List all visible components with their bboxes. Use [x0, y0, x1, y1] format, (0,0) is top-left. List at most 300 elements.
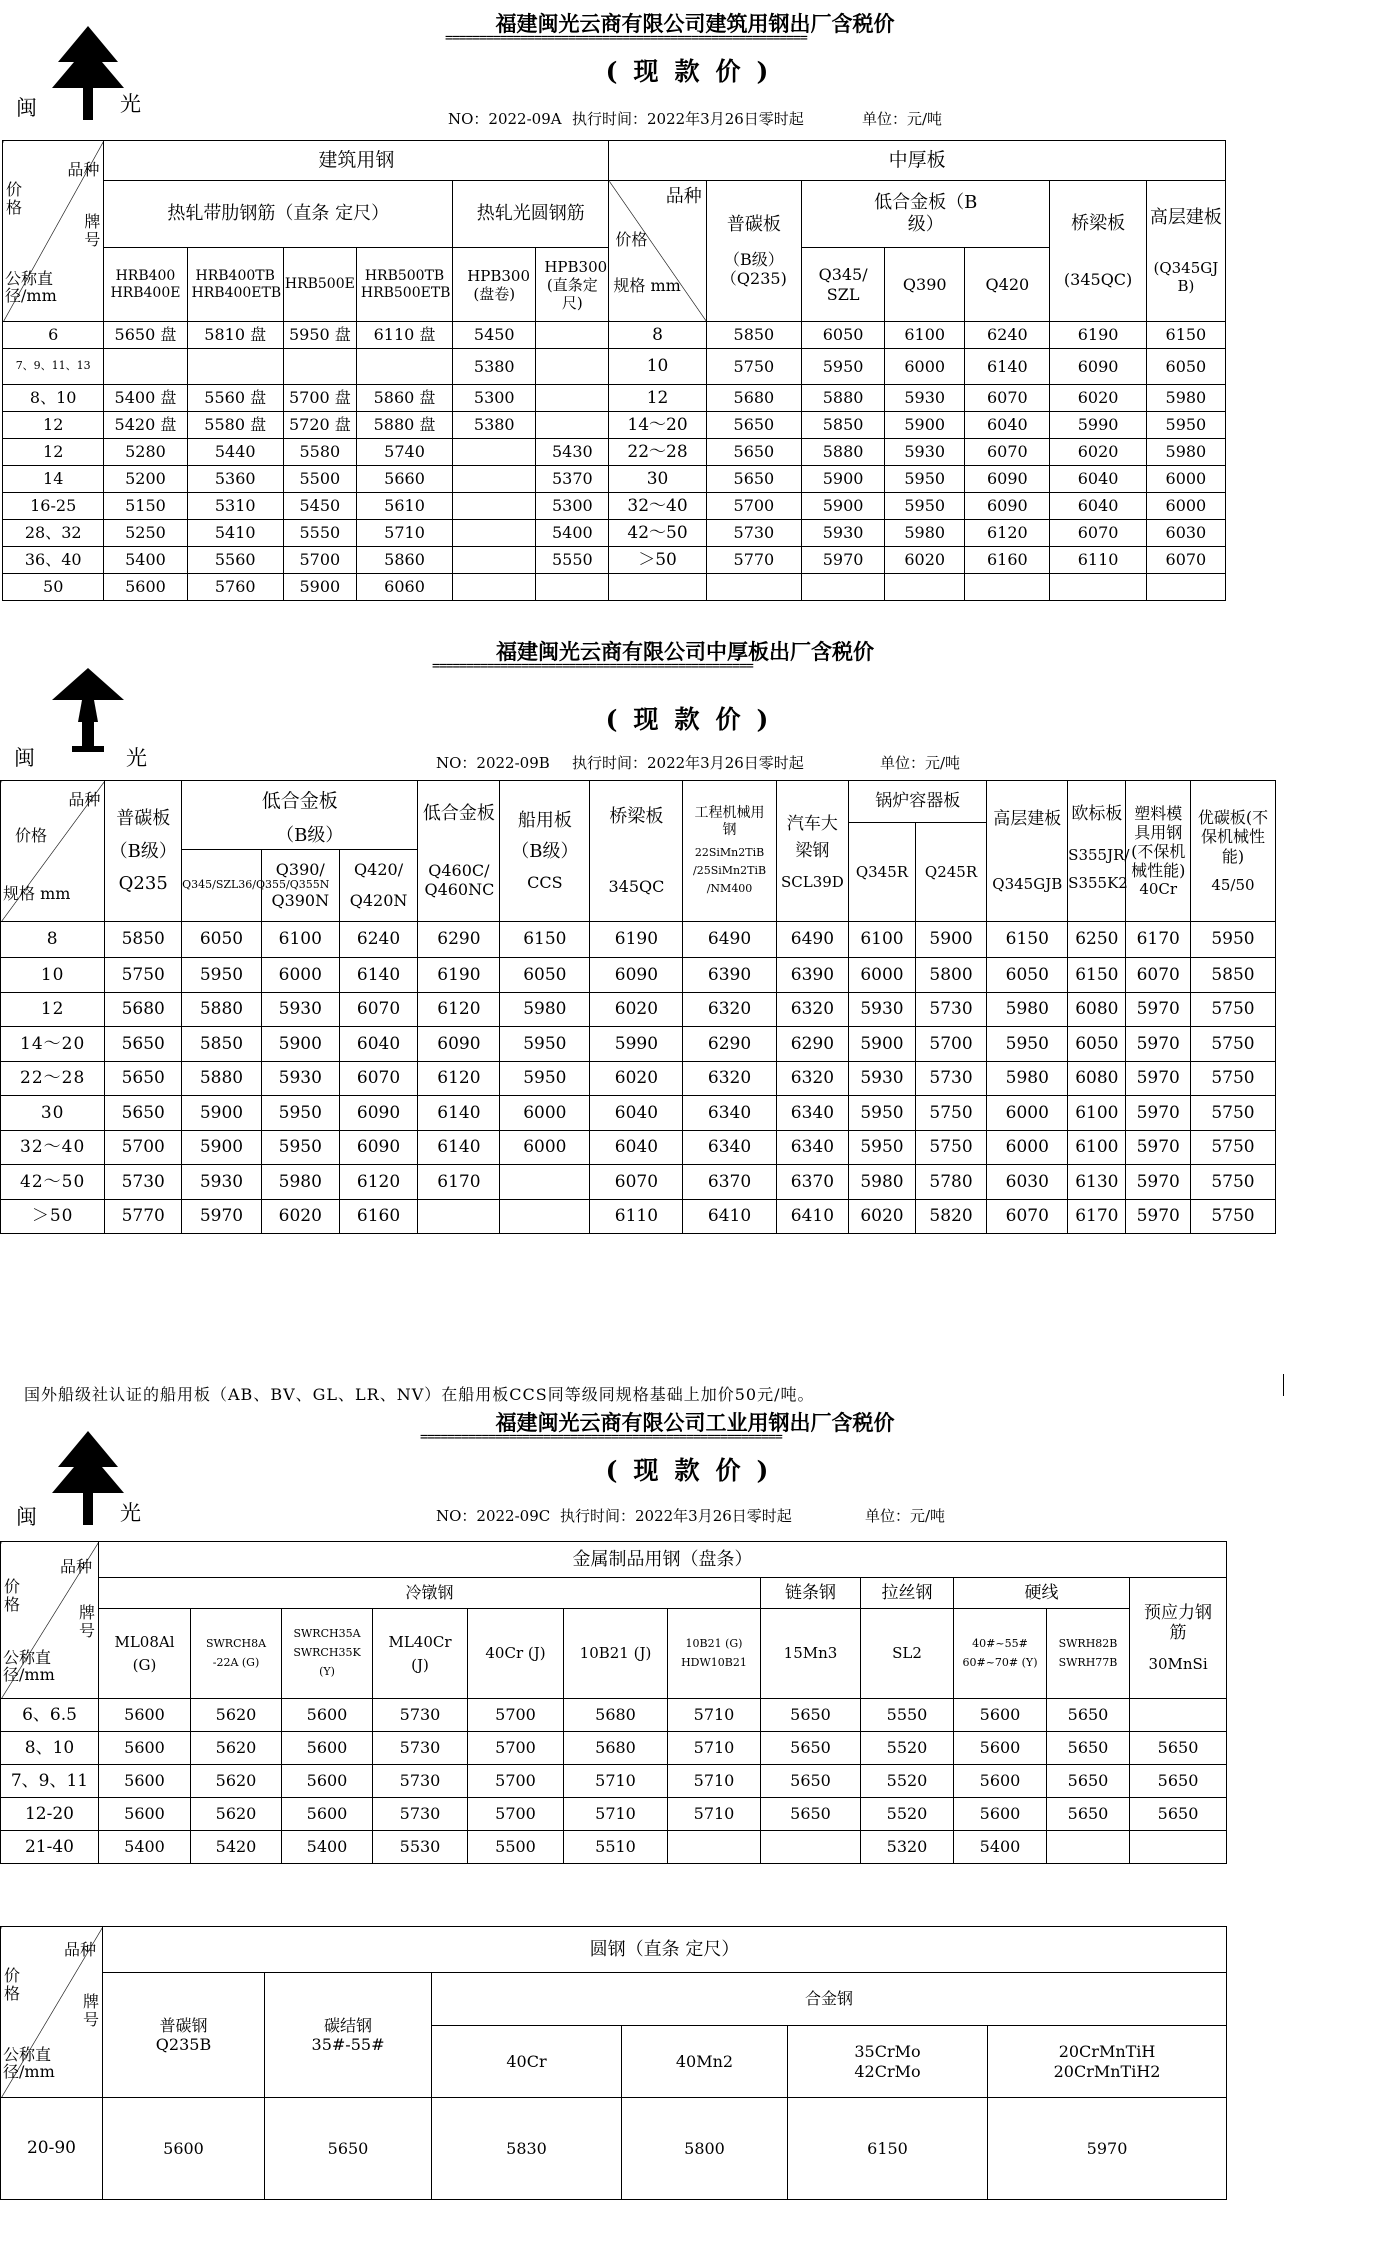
logo-char-guang: 光 [126, 746, 147, 770]
grade-cell: ML40Cr (J) [373, 1609, 468, 1699]
price-cell: 6000 [849, 958, 916, 993]
rebar-price-cell: 6110 盘 [356, 322, 452, 349]
plate-price-cell: 6040 [965, 412, 1050, 439]
price-cell: 5600 [103, 2098, 265, 2200]
round-price-cell: 5380 [453, 412, 536, 439]
round-carbon-header: 普碳钢 Q235B [103, 1973, 265, 2098]
price-cell [1130, 1831, 1227, 1864]
round-grade: HPB300 (盘卷) [453, 248, 536, 322]
round-price-cell [536, 412, 609, 439]
price-cell: 5320 [861, 1831, 954, 1864]
auto-q: SCL39D [780, 873, 844, 892]
logo-char-guang: 光 [120, 1501, 141, 1525]
la4-title: 低合金板 [422, 803, 495, 825]
price-cell: 5900 [182, 1096, 262, 1131]
grade-cell: 40Cr (J) [468, 1609, 564, 1699]
corner-price: 价格 [15, 826, 48, 845]
rebar-price-cell: 5360 [187, 466, 283, 493]
wire-drawing-header: 拉丝钢 [861, 1578, 954, 1609]
price-cell: 6290 [683, 1027, 776, 1062]
price-cell [1047, 1831, 1130, 1864]
price-cell: 5950 [849, 1130, 916, 1165]
rebar-grade: HRB400 HRB400E [104, 248, 187, 322]
round-price-cell: 5550 [536, 547, 609, 574]
price-cell: 5730 [373, 1732, 468, 1765]
price-cell: 6340 [683, 1130, 776, 1165]
price-cell: 5520 [861, 1798, 954, 1831]
table-row [1, 922, 1276, 958]
price-cell: 5770 [105, 1199, 182, 1234]
diameter-cell: 12 [3, 439, 104, 466]
spec-cell: 32～40 [1, 1130, 105, 1165]
highrise-label: 高层建板 [993, 808, 1062, 829]
price-cell: 6340 [683, 1096, 776, 1131]
section-construction-steel [0, 0, 1285, 630]
eng-label: 工程机械用钢 [694, 804, 765, 838]
section-a-exec-time: 执行时间：2022年3月26日零时起 [572, 110, 804, 128]
price-cell: 6250 [1068, 922, 1126, 958]
alloy-crmo: 35CrMo 42CrMo [788, 2026, 988, 2098]
euro-label: 欧标板 [1071, 804, 1123, 825]
grade-cell: SL2 [861, 1609, 954, 1699]
corner-grade: 牌号 [84, 212, 101, 249]
price-cell: 6320 [683, 992, 776, 1027]
plate-spec-cell: 42～50 [609, 520, 706, 547]
diameter-cell: 7、9、11、13 [3, 349, 104, 385]
prestress-header [1130, 1578, 1227, 1699]
table-row [1, 1130, 1276, 1165]
company-logo [8, 22, 148, 122]
price-cell: 5700 [468, 1732, 564, 1765]
premium-carbon-header [1190, 781, 1275, 922]
price-cell: 6100 [1068, 1130, 1126, 1165]
price-cell: 5750 [1190, 1130, 1275, 1165]
round-price-cell [453, 547, 536, 574]
price-cell: 6070 [339, 992, 418, 1027]
rebar-price-cell: 5700 [283, 547, 356, 574]
rebar-price-cell: 5950 盘 [283, 322, 356, 349]
price-cell: 5750 [1190, 1199, 1275, 1234]
rebar-price-cell: 5150 [104, 493, 187, 520]
corner-variety: 品种 [68, 790, 101, 809]
price-cell: 5700 [915, 1027, 987, 1062]
plate-price-cell [885, 574, 965, 601]
price-cell: 5710 [668, 1699, 761, 1732]
price-cell: 5730 [373, 1699, 468, 1732]
rebar-price-cell: 6060 [356, 574, 452, 601]
price-cell: 5970 [1126, 1130, 1190, 1165]
rebar-price-cell: 5740 [356, 439, 452, 466]
price-cell: 6190 [590, 922, 683, 958]
bridge-plate-grade: (345QC) [1063, 270, 1133, 290]
chain-steel-header: 链条钢 [761, 1578, 861, 1609]
q420-header: Q420 [965, 248, 1050, 322]
price-cell: 6050 [182, 922, 262, 958]
table-row [3, 574, 1226, 601]
logo-char-min: 闽 [16, 96, 37, 120]
price-cell: 6040 [590, 1096, 683, 1131]
wire-rod-table [0, 1541, 1227, 1864]
price-cell: 6290 [418, 922, 500, 958]
price-cell: 5650 [105, 1027, 182, 1062]
rebar-price-cell: 5660 [356, 466, 452, 493]
highrise-q: Q345GJB [992, 875, 1063, 894]
price-cell: 6040 [590, 1130, 683, 1165]
table-row [3, 493, 1226, 520]
section-c-number: NO：2022-09C [436, 1507, 551, 1525]
alloy-crmnti: 20CrMnTiH 20CrMnTiH2 [988, 2026, 1227, 2098]
price-cell: 5650 [1047, 1765, 1130, 1798]
price-cell: 6090 [590, 958, 683, 993]
carbon-grade: （B级） [109, 841, 177, 863]
hard-wire-header: 硬线 [954, 1578, 1130, 1609]
price-cell: 6490 [776, 922, 849, 958]
price-cell: 6170 [1126, 922, 1190, 958]
plate-bridge-header [1050, 181, 1146, 322]
spec-cell: 12 [1, 992, 105, 1027]
price-cell: 5650 [105, 1061, 182, 1096]
eng-q: 22SiMn2TiB /25SiMn2TiB /NM400 [693, 846, 767, 895]
section-c-corner [1, 1542, 99, 1699]
table-row [1, 1831, 1227, 1864]
diameter-cell: 20-90 [1, 2098, 103, 2200]
price-cell: 6410 [776, 1199, 849, 1234]
engineering-steel-header [683, 781, 776, 922]
table-row [3, 547, 1226, 574]
price-cell: 6170 [1068, 1199, 1126, 1234]
plate-price-cell: 5770 [706, 547, 801, 574]
price-cell: 5600 [954, 1798, 1047, 1831]
price-cell: 5930 [261, 1061, 339, 1096]
plate-price-cell: 5980 [1146, 439, 1225, 466]
plate-price-cell: 5900 [802, 493, 885, 520]
round-price-cell [536, 385, 609, 412]
price-cell: 5750 [1190, 992, 1275, 1027]
bridge-plate-header [590, 781, 683, 922]
prestress-label: 预应力钢筋 [1144, 1602, 1213, 1643]
price-cell [500, 1165, 590, 1200]
price-cell: 5880 [182, 992, 262, 1027]
price-cell: 5830 [432, 2098, 622, 2200]
price-cell: 6070 [1126, 958, 1190, 993]
plate-price-cell [802, 574, 885, 601]
price-cell: 5420 [191, 1831, 282, 1864]
rebar-price-cell [187, 349, 283, 385]
plate-price-cell: 6020 [1050, 439, 1146, 466]
price-cell: 5880 [182, 1061, 262, 1096]
price-cell: 5600 [99, 1732, 191, 1765]
price-cell: 5650 [105, 1096, 182, 1131]
corner-variety: 品种 [63, 1940, 96, 1959]
price-cell: 6000 [987, 1130, 1068, 1165]
plate-price-cell: 6090 [965, 493, 1050, 520]
lowalloy-grade: （B级） [182, 823, 418, 850]
price-cell: 5970 [1126, 1096, 1190, 1131]
rebar-grade: HRB400TB HRB400ETB [187, 248, 283, 322]
rebar-price-cell: 5450 [283, 493, 356, 520]
price-cell: 5700 [468, 1765, 564, 1798]
section-a-number: NO：2022-09A [448, 110, 562, 128]
plate-price-cell: 6020 [885, 547, 965, 574]
section-a-title: 福建闽光云商有限公司建筑用钢出厂含税价 [495, 12, 895, 36]
rebar-price-cell: 5560 盘 [187, 385, 283, 412]
price-cell: 5820 [915, 1199, 987, 1234]
price-cell: 5680 [564, 1732, 668, 1765]
q345-header: Q345/ SZL [802, 248, 885, 322]
rebar-price-cell: 5560 [187, 547, 283, 574]
corner-grade: 牌号 [82, 1992, 99, 2029]
price-cell: 6080 [1068, 992, 1126, 1027]
plate-price-cell: 6120 [965, 520, 1050, 547]
price-cell: 5950 [261, 1096, 339, 1131]
plate-price-cell: 5850 [706, 322, 801, 349]
round-price-cell [536, 574, 609, 601]
plate-price-cell: 6070 [965, 385, 1050, 412]
plate-price-cell: 6070 [965, 439, 1050, 466]
price-cell: 5700 [468, 1699, 564, 1732]
section-b-divider: =============================================== [432, 659, 753, 674]
price-cell: 5600 [954, 1699, 1047, 1732]
section-c-exec-time: 执行时间：2022年3月26日零时起 [560, 1507, 792, 1525]
price-cell: 6390 [776, 958, 849, 993]
price-cell: 5650 [265, 2098, 432, 2200]
diameter-cell: 28、32 [3, 520, 104, 547]
price-cell: 5600 [954, 1765, 1047, 1798]
wire-rod-group: 金属制品用钢（盘条） [99, 1542, 1227, 1578]
price-cell: 5710 [668, 1732, 761, 1765]
price-cell: 5950 [500, 1027, 590, 1062]
price-cell: 6020 [590, 992, 683, 1027]
price-cell: 6150 [500, 922, 590, 958]
price-cell: 6290 [776, 1027, 849, 1062]
table-row [1, 1165, 1276, 1200]
price-cell: 5970 [1126, 1061, 1190, 1096]
price-cell: 5970 [182, 1199, 262, 1234]
plate-spec-cell: 12 [609, 385, 706, 412]
round-price-cell [536, 349, 609, 385]
premium-label: 优碳板(不保机械性能) [1197, 808, 1269, 866]
rebar-price-cell: 5720 盘 [283, 412, 356, 439]
price-cell: 5650 [1130, 1732, 1227, 1765]
rebar-price-cell: 5580 [283, 439, 356, 466]
euro-q: S355JR/ S355K2 [1068, 845, 1130, 893]
section-c-price-type: (现款价) [605, 1456, 785, 1485]
plate-price-cell: 5980 [885, 520, 965, 547]
plate-price-cell: 6190 [1050, 322, 1146, 349]
price-cell: 6000 [500, 1096, 590, 1131]
price-cell: 6020 [849, 1199, 916, 1234]
price-cell: 5530 [373, 1831, 468, 1864]
rebar-price-cell: 5310 [187, 493, 283, 520]
round-bar-table [0, 1926, 1227, 2200]
price-cell: 6390 [683, 958, 776, 993]
alloy-40cr: 40Cr [432, 2026, 622, 2098]
section-b-price-type: (现款价) [605, 705, 785, 734]
price-cell [500, 1199, 590, 1234]
section-b-corner [1, 781, 105, 922]
corner-variety: 品种 [59, 1557, 92, 1576]
price-cell: 6000 [987, 1096, 1068, 1131]
ship-q: CCS [527, 873, 563, 892]
grade-cell: SWRCH35A SWRCH35K (Y) [282, 1609, 373, 1699]
price-cell: 5600 [954, 1732, 1047, 1765]
price-cell: 5950 [500, 1061, 590, 1096]
round-price-cell: 5300 [536, 493, 609, 520]
highrise-plate-grade: (Q345GJ B) [1153, 258, 1219, 295]
table-row [3, 385, 1226, 412]
price-cell: 5400 [954, 1831, 1047, 1864]
table-row [1, 1765, 1227, 1798]
mold-steel-header [1126, 781, 1190, 922]
round-price-cell [453, 466, 536, 493]
price-cell: 5780 [915, 1165, 987, 1200]
rebar-price-cell: 5860 [356, 547, 452, 574]
plate-price-cell: 6090 [965, 466, 1050, 493]
plate-price-cell: 5750 [706, 349, 801, 385]
price-cell: 5900 [849, 1027, 916, 1062]
logo-char-min: 闽 [14, 746, 35, 770]
plate-price-cell [1050, 574, 1146, 601]
price-cell: 6050 [1068, 1027, 1126, 1062]
round-price-cell [453, 439, 536, 466]
plate-price-cell: 6000 [1146, 493, 1225, 520]
plate-spec-cell: 30 [609, 466, 706, 493]
price-cell: 5930 [849, 992, 916, 1027]
table-row [3, 439, 1226, 466]
price-cell: 5400 [282, 1831, 373, 1864]
prestress-grade: 30MnSi [1148, 1655, 1208, 1674]
table-row [1, 1732, 1227, 1765]
table-row [3, 349, 1226, 385]
price-cell: 6120 [418, 1061, 500, 1096]
round-struct-header: 碳结钢 35#-55# [265, 1973, 432, 2098]
price-cell: 6410 [683, 1199, 776, 1234]
section-a-corner [3, 141, 104, 322]
plate-price-cell: 5880 [802, 439, 885, 466]
logo-char-min: 闽 [16, 1505, 37, 1529]
la1-grade: Q345/SZL36/Q355/Q355N [182, 850, 262, 922]
rebar-price-cell: 5410 [187, 520, 283, 547]
price-cell: 5730 [373, 1798, 468, 1831]
bridge-plate-label: 桥梁板 [1071, 212, 1126, 234]
price-cell: 5750 [105, 958, 182, 993]
plate-price-cell: 5650 [706, 466, 801, 493]
rebar-price-cell [356, 349, 452, 385]
table-row [1, 1061, 1276, 1096]
price-cell: 6130 [1068, 1165, 1126, 1200]
plate-price-cell: 6160 [965, 547, 1050, 574]
price-cell: 5800 [622, 2098, 788, 2200]
diameter-cell: 14 [3, 466, 104, 493]
auto-label: 汽车大梁钢 [786, 813, 838, 861]
price-cell: 5950 [849, 1096, 916, 1131]
price-cell: 6000 [261, 958, 339, 993]
auto-beam-header [776, 781, 849, 922]
price-cell: 6120 [418, 992, 500, 1027]
group-medium-plate: 中厚板 [609, 141, 1226, 181]
price-cell: 5650 [1047, 1798, 1130, 1831]
corner-grade: 牌号 [78, 1603, 95, 1640]
price-cell: 5970 [1126, 1027, 1190, 1062]
price-cell: 5730 [915, 1061, 987, 1096]
plate-price-cell: 5930 [802, 520, 885, 547]
plate-price-cell [706, 574, 801, 601]
plate-spec-cell: 14～20 [609, 412, 706, 439]
plate-price-cell: 6030 [1146, 520, 1225, 547]
price-cell: 6080 [1068, 1061, 1126, 1096]
price-cell: 6150 [987, 922, 1068, 958]
plate-price-cell [965, 574, 1050, 601]
rebar-price-cell: 5700 盘 [283, 385, 356, 412]
rebar-price-cell: 5610 [356, 493, 452, 520]
cold-heading-header: 冷镦钢 [99, 1578, 761, 1609]
round-price-cell: 5450 [453, 322, 536, 349]
group-construction-steel: 建筑用钢 [104, 141, 609, 181]
rebar-grade: HRB500E [283, 248, 356, 322]
section-b-title: 福建闽光云商有限公司中厚板出厂含税价 [496, 640, 874, 664]
price-cell: 5600 [282, 1732, 373, 1765]
plate-price-cell: 5930 [885, 439, 965, 466]
price-cell: 6100 [261, 922, 339, 958]
carbon-plate-grade: （B级）（Q235) [720, 249, 787, 288]
plate-corner-variety: 品种 [665, 186, 702, 207]
premium-q: 45/50 [1211, 875, 1255, 894]
plate-price-cell: 5900 [885, 412, 965, 439]
price-cell: 5730 [373, 1765, 468, 1798]
section-c-unit: 单位：元/吨 [865, 1507, 946, 1525]
corner-price: 价格 [3, 1966, 20, 2003]
rebar-price-cell: 5880 盘 [356, 412, 452, 439]
rebar-grade: HRB500TB HRB500ETB [356, 248, 452, 322]
price-cell: 5970 [988, 2098, 1227, 2200]
price-cell: 5600 [99, 1765, 191, 1798]
table-row [1, 1199, 1276, 1234]
price-cell: 5950 [987, 1027, 1068, 1062]
spec-cell: ＞50 [1, 1199, 105, 1234]
corner-spec: 规格 mm [3, 884, 71, 904]
boiler-q345r: Q345R [849, 823, 916, 922]
price-cell: 5600 [282, 1699, 373, 1732]
spec-cell: 14～20 [1, 1027, 105, 1062]
price-cell: 5800 [915, 958, 987, 993]
price-cell: 5900 [182, 1130, 262, 1165]
price-cell: 5700 [105, 1130, 182, 1165]
carbon-plate-header [105, 781, 182, 922]
price-cell: 5650 [1047, 1699, 1130, 1732]
table-row [3, 466, 1226, 493]
price-cell: 5400 [99, 1831, 191, 1864]
price-cell [668, 1831, 761, 1864]
rebar-price-cell: 5500 [283, 466, 356, 493]
price-cell: 6150 [1068, 958, 1126, 993]
medium-plate-table [0, 780, 1276, 1234]
plate-price-cell: 5990 [1050, 412, 1146, 439]
price-cell: 5510 [564, 1831, 668, 1864]
plate-price-cell: 6140 [965, 349, 1050, 385]
round-bar-header: 热轧光圆钢筋 [453, 181, 609, 248]
price-cell: 5930 [849, 1061, 916, 1096]
plate-price-cell: 6050 [802, 322, 885, 349]
price-cell: 5650 [761, 1732, 861, 1765]
plate-price-cell: 5970 [802, 547, 885, 574]
diameter-cell: 16-25 [3, 493, 104, 520]
q390-header: Q390 [885, 248, 965, 322]
price-cell: 6340 [776, 1096, 849, 1131]
plate-price-cell: 5950 [802, 349, 885, 385]
price-cell: 5650 [761, 1699, 861, 1732]
price-cell: 5710 [564, 1765, 668, 1798]
price-cell: 5700 [468, 1798, 564, 1831]
